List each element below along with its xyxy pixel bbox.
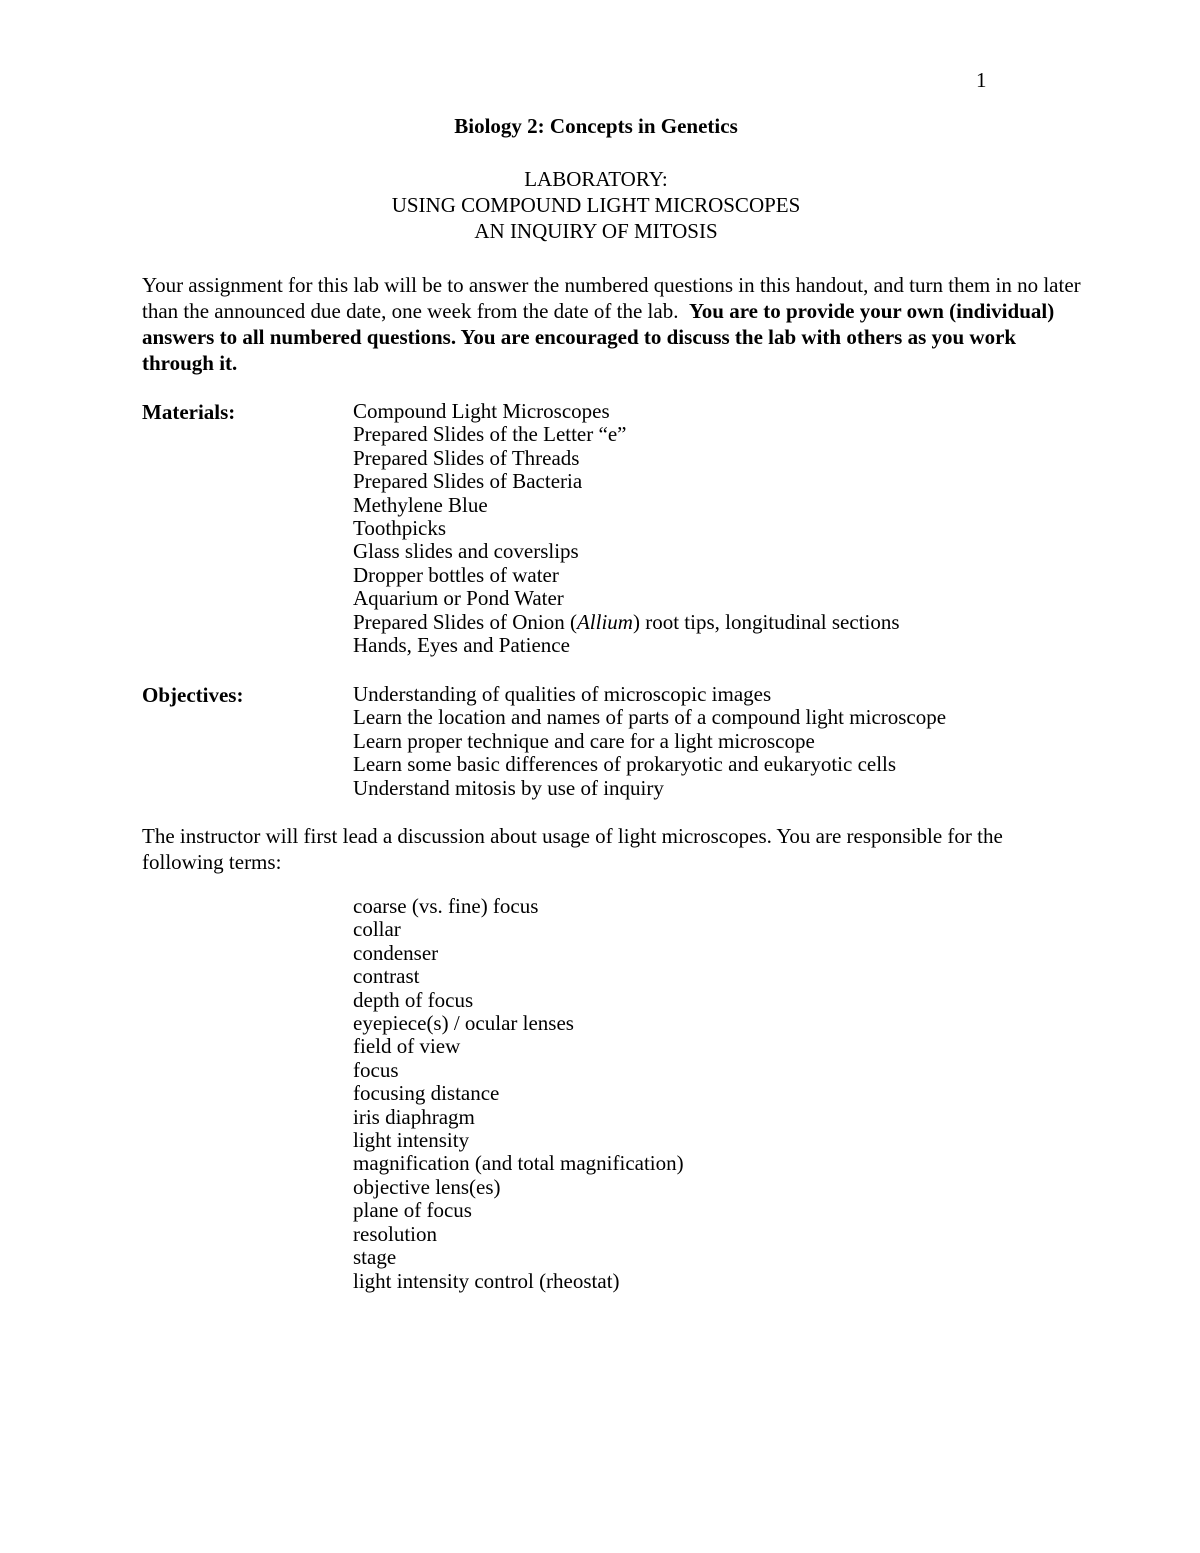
course-title: Biology 2: Concepts in Genetics <box>454 114 738 138</box>
term-item: stage <box>353 1245 397 1270</box>
term-item: focus <box>353 1057 399 1082</box>
intro-bold-text: You are to provide your own (individual) answers to all numbered questions. You are encouraged to discuss the lab with others as you work through it. <box>142 299 1055 375</box>
term-item: focusing distance <box>353 1081 500 1106</box>
materials-item: Compound Light Microscopes <box>353 399 610 423</box>
term-item: coarse (vs. fine) focus <box>353 894 539 918</box>
term-item: plane of focus <box>353 1198 472 1223</box>
onion-text-before: Prepared Slides of Onion ( <box>353 609 577 634</box>
objectives-item: Understand mitosis by use of inquiry <box>353 775 664 800</box>
onion-genus: Allium <box>576 609 633 634</box>
term-item: objective lens(es) <box>353 1174 501 1199</box>
intro-text: Your assignment for this lab will be to answer the numbered questions in this handout, and turn them in no later than the announced due date, one week from the date of the lab. <box>142 273 1081 323</box>
materials-item: Glass slides and coverslips <box>353 539 579 564</box>
term-item: condenser <box>353 940 439 965</box>
materials-item: Toothpicks <box>353 516 447 541</box>
materials-item-onion <box>353 611 900 634</box>
lab-heading <box>0 166 1192 244</box>
materials-item: Aquarium or Pond Water <box>353 586 564 611</box>
objectives-label: Objectives: <box>142 683 244 707</box>
term-item: field of view <box>353 1034 461 1059</box>
term-item: contrast <box>353 964 420 989</box>
term-item: light intensity control (rheostat) <box>353 1268 620 1293</box>
objectives-list <box>353 683 946 800</box>
term-item: eyepiece(s) / ocular lenses <box>353 1011 574 1036</box>
term-item: magnification (and total magnification) <box>353 1151 684 1176</box>
materials-list <box>353 400 900 657</box>
materials-item: Hands, Eyes and Patience <box>353 633 570 658</box>
objectives-item: Learn some basic differences of prokaryotic and eukaryotic cells <box>353 752 897 777</box>
objectives-item: Understanding of qualities of microscopic images <box>353 682 772 706</box>
term-item: collar <box>353 917 401 942</box>
objectives-item: Learn the location and names of parts of a compound light microscope <box>353 705 947 730</box>
lab-heading-line-3: AN INQUIRY OF MITOSIS <box>474 219 718 243</box>
terms-list <box>353 895 684 1293</box>
page-number: 1 <box>976 68 987 92</box>
lab-heading-line-2: USING COMPOUND LIGHT MICROSCOPES <box>391 193 801 217</box>
term-item: iris diaphragm <box>353 1104 475 1129</box>
lab-heading-line-1: LABORATORY: <box>524 167 668 191</box>
term-item: depth of focus <box>353 987 474 1012</box>
terms-intro: The instructor will first lead a discussion about usage of light microscopes. You are responsible for the following terms: <box>142 824 1003 874</box>
term-item: resolution <box>353 1221 437 1246</box>
materials-item: Prepared Slides of the Letter “e” <box>353 422 627 447</box>
intro-paragraph <box>142 272 1082 376</box>
term-item: light intensity <box>353 1128 470 1153</box>
materials-item: Prepared Slides of Threads <box>353 445 580 470</box>
materials-item: Prepared Slides of Bacteria <box>353 469 583 494</box>
onion-text-after: ) root tips, longitudinal sections <box>632 609 900 634</box>
materials-item: Methylene Blue <box>353 492 488 517</box>
objectives-item: Learn proper technique and care for a light microscope <box>353 728 815 753</box>
materials-label: Materials: <box>142 400 236 424</box>
materials-item: Dropper bottles of water <box>353 562 559 587</box>
